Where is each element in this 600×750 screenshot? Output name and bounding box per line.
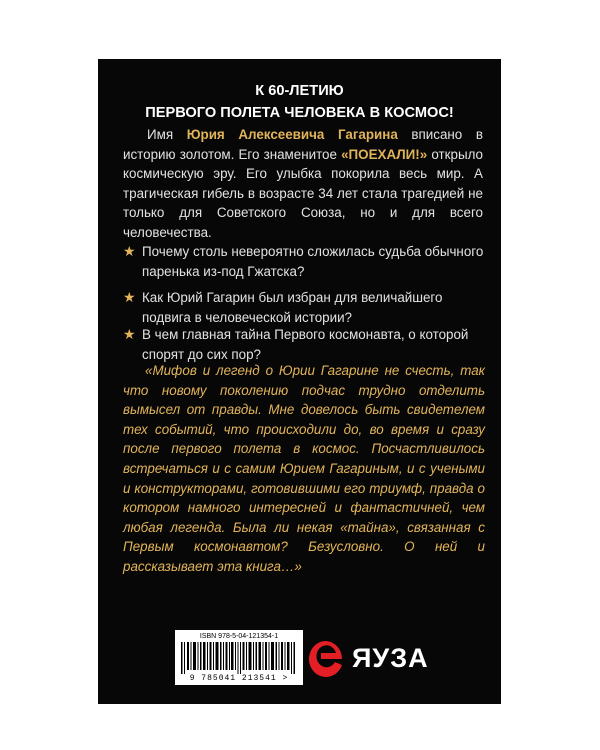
intro-paragraph [123, 125, 483, 242]
question-item [123, 325, 493, 364]
heading-line-1: К 60-ЛЕТИЮ [255, 83, 344, 99]
heading-line-2: ПЕРВОГО ПОЛЕТА ЧЕЛОВЕКА В КОСМОС! [145, 105, 454, 121]
star-icon: ★ [123, 326, 136, 342]
intro-text-2: вписано в историю золотом. Его знаменитое [123, 127, 483, 162]
intro-gagarin-name: Юрия Алексеевича Гагарина [186, 127, 398, 142]
star-icon: ★ [123, 243, 136, 259]
isbn-label: ISBN 978-5-04-121354-1 [199, 633, 279, 640]
star-icon: ★ [123, 289, 136, 305]
book-back-cover [98, 59, 501, 704]
question-item [123, 288, 493, 327]
barcode-digits: 9 785041 213541 > [189, 674, 289, 683]
eksmo-logo-icon [309, 639, 343, 679]
intro-text-1: Имя [147, 127, 187, 142]
question-text: В чем главная тайна Первого космонавта, о которой спорят до сих пор? [142, 327, 469, 362]
cover-heading [98, 80, 501, 124]
intro-text-3: открыло космическую эру. Его улыбка покорила весь мир. А трагическая гибель в возрасте 34 лет стала трагедией не только для Советского Союза, но и для всего человечества. [123, 146, 483, 240]
question-text: Как Юрий Гагарин был избран для величайшего подвига в человеческой истории? [142, 290, 443, 325]
barcode [175, 630, 303, 685]
barcode-bars [181, 642, 297, 674]
intro-poekhali: «ПОЕХАЛИ!» [341, 146, 428, 162]
question-item [123, 242, 493, 281]
question-text: Почему столь невероятно сложилась судьба обычного паренька из-под Гжатска? [142, 244, 484, 279]
publisher-logo: ЯУЗА [352, 643, 429, 673]
author-quote: «Мифов и легенд о Юрии Гагарине не счесть, так что новому поколению подчас трудно отделить вымысел от правды. Мне довелось быть свидетелем тех событий, что происходили до, во время и сразу после первого полета в космос. Посчастливилось встречаться и с самим Юрием Гагариным, и с учеными и конструкторами, готовившими его триумф, правда о котором намного интересней и фантастичней, чем любая легенда. Была ли некая «тайна», связанная с Первым космонавтом? Безусловно. О ней и рассказывает эта книга…» [123, 363, 485, 574]
